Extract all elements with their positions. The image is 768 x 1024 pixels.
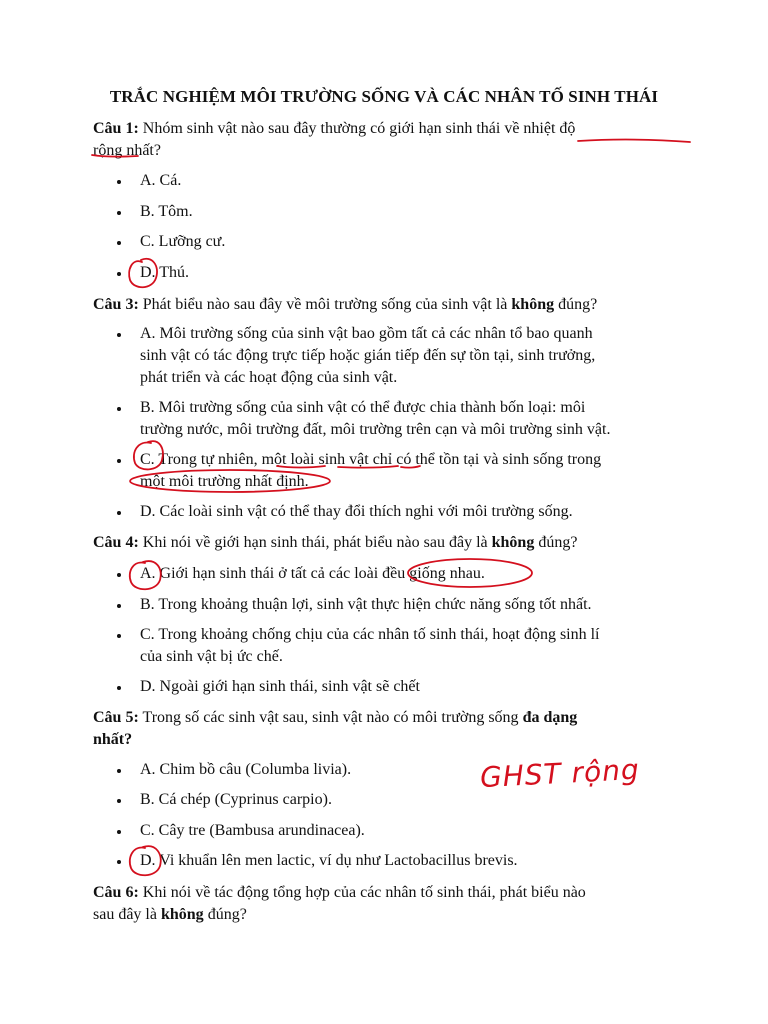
- question-text: đúng?: [534, 534, 578, 551]
- option-text: của sinh vật bị ức chế.: [140, 648, 283, 665]
- bullet: [117, 830, 121, 834]
- question-emphasis: không: [491, 534, 535, 551]
- question-text: Khi nói về giới hạn sinh thái, phát biểu nào sau đây là: [138, 534, 492, 551]
- option-text: C. Cây tre (Bambusa arundinacea).: [140, 822, 365, 839]
- question-label: Câu 6:: [93, 884, 139, 901]
- option-text: trường nước, môi trường đất, môi trường trên cạn và môi trường sinh vật.: [140, 421, 611, 438]
- question-4: [93, 532, 683, 554]
- option-5d: [140, 850, 685, 872]
- option-4b: [140, 594, 685, 616]
- handwritten-note: GHST rộng: [479, 752, 641, 795]
- option-text: A. Giới hạn sinh thái ở tất cả các loài đều giống nhau.: [140, 565, 485, 582]
- question-text: Trong số các sinh vật sau, sinh vật nào có môi trường sống: [138, 709, 523, 726]
- option-3c: [140, 449, 685, 493]
- bullet: [117, 769, 121, 773]
- bullet: [117, 604, 121, 608]
- option-text: B. Tôm.: [140, 203, 193, 220]
- option-text: B. Trong khoảng thuận lợi, sinh vật thực hiện chức năng sống tốt nhất.: [140, 596, 592, 613]
- option-3d: [140, 501, 685, 523]
- question-label: Câu 3:: [93, 296, 139, 313]
- option-text: C. Lưỡng cư.: [140, 233, 226, 250]
- bullet: [117, 573, 121, 577]
- page-title: TRẮC NGHIỆM MÔI TRƯỜNG SỐNG VÀ CÁC NHÂN TỐ SINH THÁI: [109, 87, 659, 106]
- option-text: D. Các loài sinh vật có thể thay đổi thích nghi với môi trường sống.: [140, 503, 573, 520]
- question-text: Phát biểu nào sau đây về môi trường sống của sinh vật là: [138, 296, 512, 313]
- option-3a: [140, 323, 685, 389]
- question-label: Câu 4:: [93, 534, 139, 551]
- option-1a: [140, 170, 685, 192]
- option-4c: [140, 624, 685, 668]
- bullet: [117, 272, 121, 276]
- question-3: [93, 294, 683, 316]
- question-1: [93, 118, 683, 162]
- option-text: B. Cá chép (Cyprinus carpio).: [140, 791, 332, 808]
- question-text: đúng?: [554, 296, 598, 313]
- option-text: A. Cá.: [140, 172, 182, 189]
- question-text: rộng nhất?: [93, 142, 161, 159]
- question-text: sau đây là: [93, 906, 161, 923]
- question-emphasis: không: [511, 296, 555, 313]
- option-text: A. Chim bồ câu (Columba livia).: [140, 761, 352, 778]
- bullet: [117, 241, 121, 245]
- bullet: [117, 333, 121, 337]
- bullet: [117, 686, 121, 690]
- option-1b: [140, 201, 685, 223]
- option-4d: [140, 676, 685, 698]
- bullet: [117, 211, 121, 215]
- bullet: [117, 860, 121, 864]
- bullet: [117, 180, 121, 184]
- option-4a: [140, 563, 685, 585]
- question-label: Câu 5:: [93, 709, 139, 726]
- bullet: [117, 459, 121, 463]
- bullet: [117, 511, 121, 515]
- option-text: B. Môi trường sống của sinh vật có thể được chia thành bốn loại: môi: [140, 399, 586, 416]
- option-text: C. Trong khoảng chống chịu của các nhân tố sinh thái, hoạt động sinh lí: [140, 626, 600, 643]
- bullet: [117, 407, 121, 411]
- question-emphasis: không: [160, 906, 204, 923]
- question-emphasis: đa dạng: [522, 709, 578, 726]
- question-text: đúng?: [203, 906, 247, 923]
- option-text: sinh vật có tác động trực tiếp hoặc gián tiếp đến sự tồn tại, sinh trưởng,: [140, 347, 596, 364]
- option-text: D. Vi khuẩn lên men lactic, ví dụ như Lactobacillus brevis.: [140, 852, 518, 869]
- option-text: C. Trong tự nhiên, một loài sinh vật chỉ có thể tồn tại và sinh sống trong: [140, 451, 602, 468]
- bullet: [117, 634, 121, 638]
- option-1c: [140, 231, 685, 253]
- option-5c: [140, 820, 685, 842]
- option-1d: [140, 262, 685, 284]
- question-5: [93, 707, 683, 751]
- option-text: D. Ngoài giới hạn sinh thái, sinh vật sẽ chết: [140, 678, 420, 695]
- option-text: phát triển và các hoạt động của sinh vật.: [140, 369, 398, 386]
- question-emphasis: nhất?: [93, 731, 133, 748]
- question-6: [93, 882, 683, 926]
- question-text: Khi nói về tác động tổng hợp của các nhân tố sinh thái, phát biểu nào: [138, 884, 586, 901]
- option-text: một môi trường nhất định.: [140, 473, 309, 490]
- option-5b: [140, 789, 685, 811]
- option-text: A. Môi trường sống của sinh vật bao gồm tất cả các nhân tổ bao quanh: [140, 325, 593, 342]
- bullet: [117, 799, 121, 803]
- question-label: Câu 1:: [93, 120, 139, 137]
- question-text: Nhóm sinh vật nào sau đây thường có giới hạn sinh thái về nhiệt độ: [138, 120, 576, 137]
- option-3b: [140, 397, 685, 441]
- option-text: D. Thú.: [140, 264, 190, 281]
